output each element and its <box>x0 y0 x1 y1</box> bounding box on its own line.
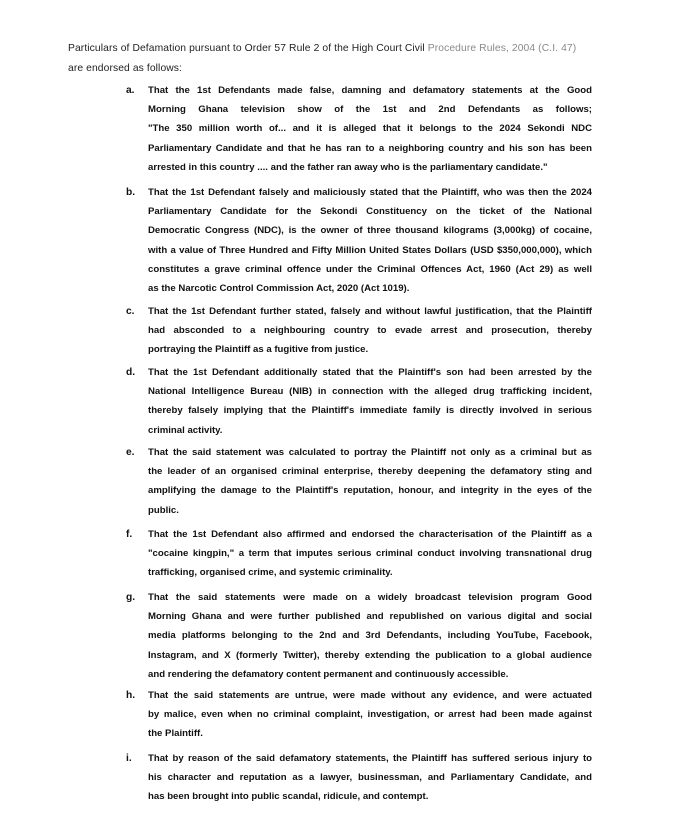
item-line: Democratic Congress (NDC), is the owner of three thousand kilograms (3,000kg) of cocaine, <box>148 225 592 237</box>
item-marker: e. <box>126 447 135 458</box>
item-line: "The 350 million worth of... and it is alleged that it belongs to the 2024 Sekondi NDC <box>148 123 592 135</box>
intro-paragraph <box>68 39 638 79</box>
item-line: That the 1st Defendant additionally stated that the Plaintiff's son had been arrested by the <box>148 367 592 378</box>
item-text <box>148 363 592 440</box>
item-line: public. <box>148 504 179 516</box>
item-text <box>148 302 592 360</box>
item-line: the Plaintiff. <box>148 728 203 740</box>
item-line: That the 1st Defendant falsely and maliciously stated that the Plaintiff, who was then the 2024 <box>148 187 592 198</box>
item-line: by malice, even when no criminal complaint, investigation, or arrest had been made against <box>148 709 592 721</box>
item-marker: c. <box>126 306 135 317</box>
item-line: the leader of an organised criminal enterprise, thereby deepening the defamatory sting and <box>148 466 592 478</box>
item-marker: a. <box>126 85 135 96</box>
item-line: as the Narcotic Control Commission Act, 2020 (Act 1019). <box>148 283 410 295</box>
item-line: has been brought into public scandal, ridicule, and contempt. <box>148 791 429 803</box>
item-line: arrested in this country .... and the father ran away who is the parliamentary candidate." <box>148 161 548 173</box>
item-text <box>148 183 592 298</box>
item-line: constitutes a grave criminal offence under the Criminal Offences Act, 1960 (Act 29) as well <box>148 263 592 275</box>
item-text <box>148 749 592 807</box>
item-line: criminal activity. <box>148 424 223 436</box>
item-line: "cocaine kingpin," a term that imputes serious criminal conduct involving transnational drug <box>148 548 592 560</box>
item-text <box>148 81 592 177</box>
item-marker: d. <box>126 367 136 378</box>
item-text <box>148 525 592 583</box>
item-line: his character and reputation as a lawyer, businessman, and Parliamentary Candidate, and <box>148 772 592 784</box>
item-marker: b. <box>126 187 136 198</box>
item-marker: g. <box>126 592 136 603</box>
item-text <box>148 588 592 684</box>
item-marker: i. <box>126 753 132 764</box>
item-line: had absconded to a neighbouring country to evade arrest and prosecution, thereby <box>148 325 592 337</box>
item-line: Morning Ghana television show of the 1st and 2nd Defendants as follows; <box>148 104 592 116</box>
item-line: trafficking, organised crime, and systemic criminality. <box>148 567 393 579</box>
item-line: portraying the Plaintiff as a fugitive from justice. <box>148 344 369 356</box>
item-line: amplifying the damage to the Plaintiff's reputation, honour, and integrity in the eyes of the <box>148 485 592 497</box>
item-line: That the said statement was calculated to portray the Plaintiff not only as a criminal but as <box>148 447 592 458</box>
item-line: That the 1st Defendant further stated, falsely and without lawful justification, that the Plaintiff <box>148 306 592 317</box>
item-line: That the said statements were made on a widely broadcast television program Good <box>148 592 592 603</box>
intro-line-2: are endorsed as follows: <box>68 63 183 74</box>
item-line: thereby falsely implying that the Plaintiff's immediate family is directly involved in serious <box>148 405 592 417</box>
item-line: That the 1st Defendant also affirmed and endorsed the characterisation of the Plaintiff as a <box>148 529 592 540</box>
intro-line-1: Particulars of Defamation pursuant to Order 57 Rule 2 of the High Court Civil Procedure Rules, 2004 (C.I. 47) <box>68 43 577 54</box>
item-text <box>148 686 592 744</box>
item-text <box>148 443 592 520</box>
item-marker: h. <box>126 690 136 701</box>
item-line: and rendering the defamatory content permanent and continuously accessible. <box>148 668 509 680</box>
item-line: media platforms belonging to the 2nd and 3rd Defendants, including YouTube, Facebook, <box>148 630 592 642</box>
item-line: National Intelligence Bureau (NIB) in connection with the alleged drug trafficking incident, <box>148 386 592 398</box>
item-line: That the 1st Defendants made false, damning and defamatory statements at the Good <box>148 85 592 96</box>
item-line: Parliamentary Candidate and that he has ran to a neighboring country and his son has been <box>148 142 592 154</box>
item-line: Morning Ghana and were further published and republished on various digital and social <box>148 611 592 623</box>
item-marker: f. <box>126 529 133 540</box>
item-line: with a value of Three Hundred and Fifty Million United States Dollars (USD $350,000,000), which <box>148 244 592 256</box>
item-line: Instagram, and X (formerly Twitter), thereby extending the publication to a global audience <box>148 649 592 661</box>
item-line: Parliamentary Candidate for the Sekondi Constituency on the ticket of the National <box>148 206 592 218</box>
item-line: That the said statements are untrue, were made without any evidence, and were actuated <box>148 690 592 701</box>
item-line: That by reason of the said defamatory statements, the Plaintiff has suffered serious injury to <box>148 753 592 764</box>
